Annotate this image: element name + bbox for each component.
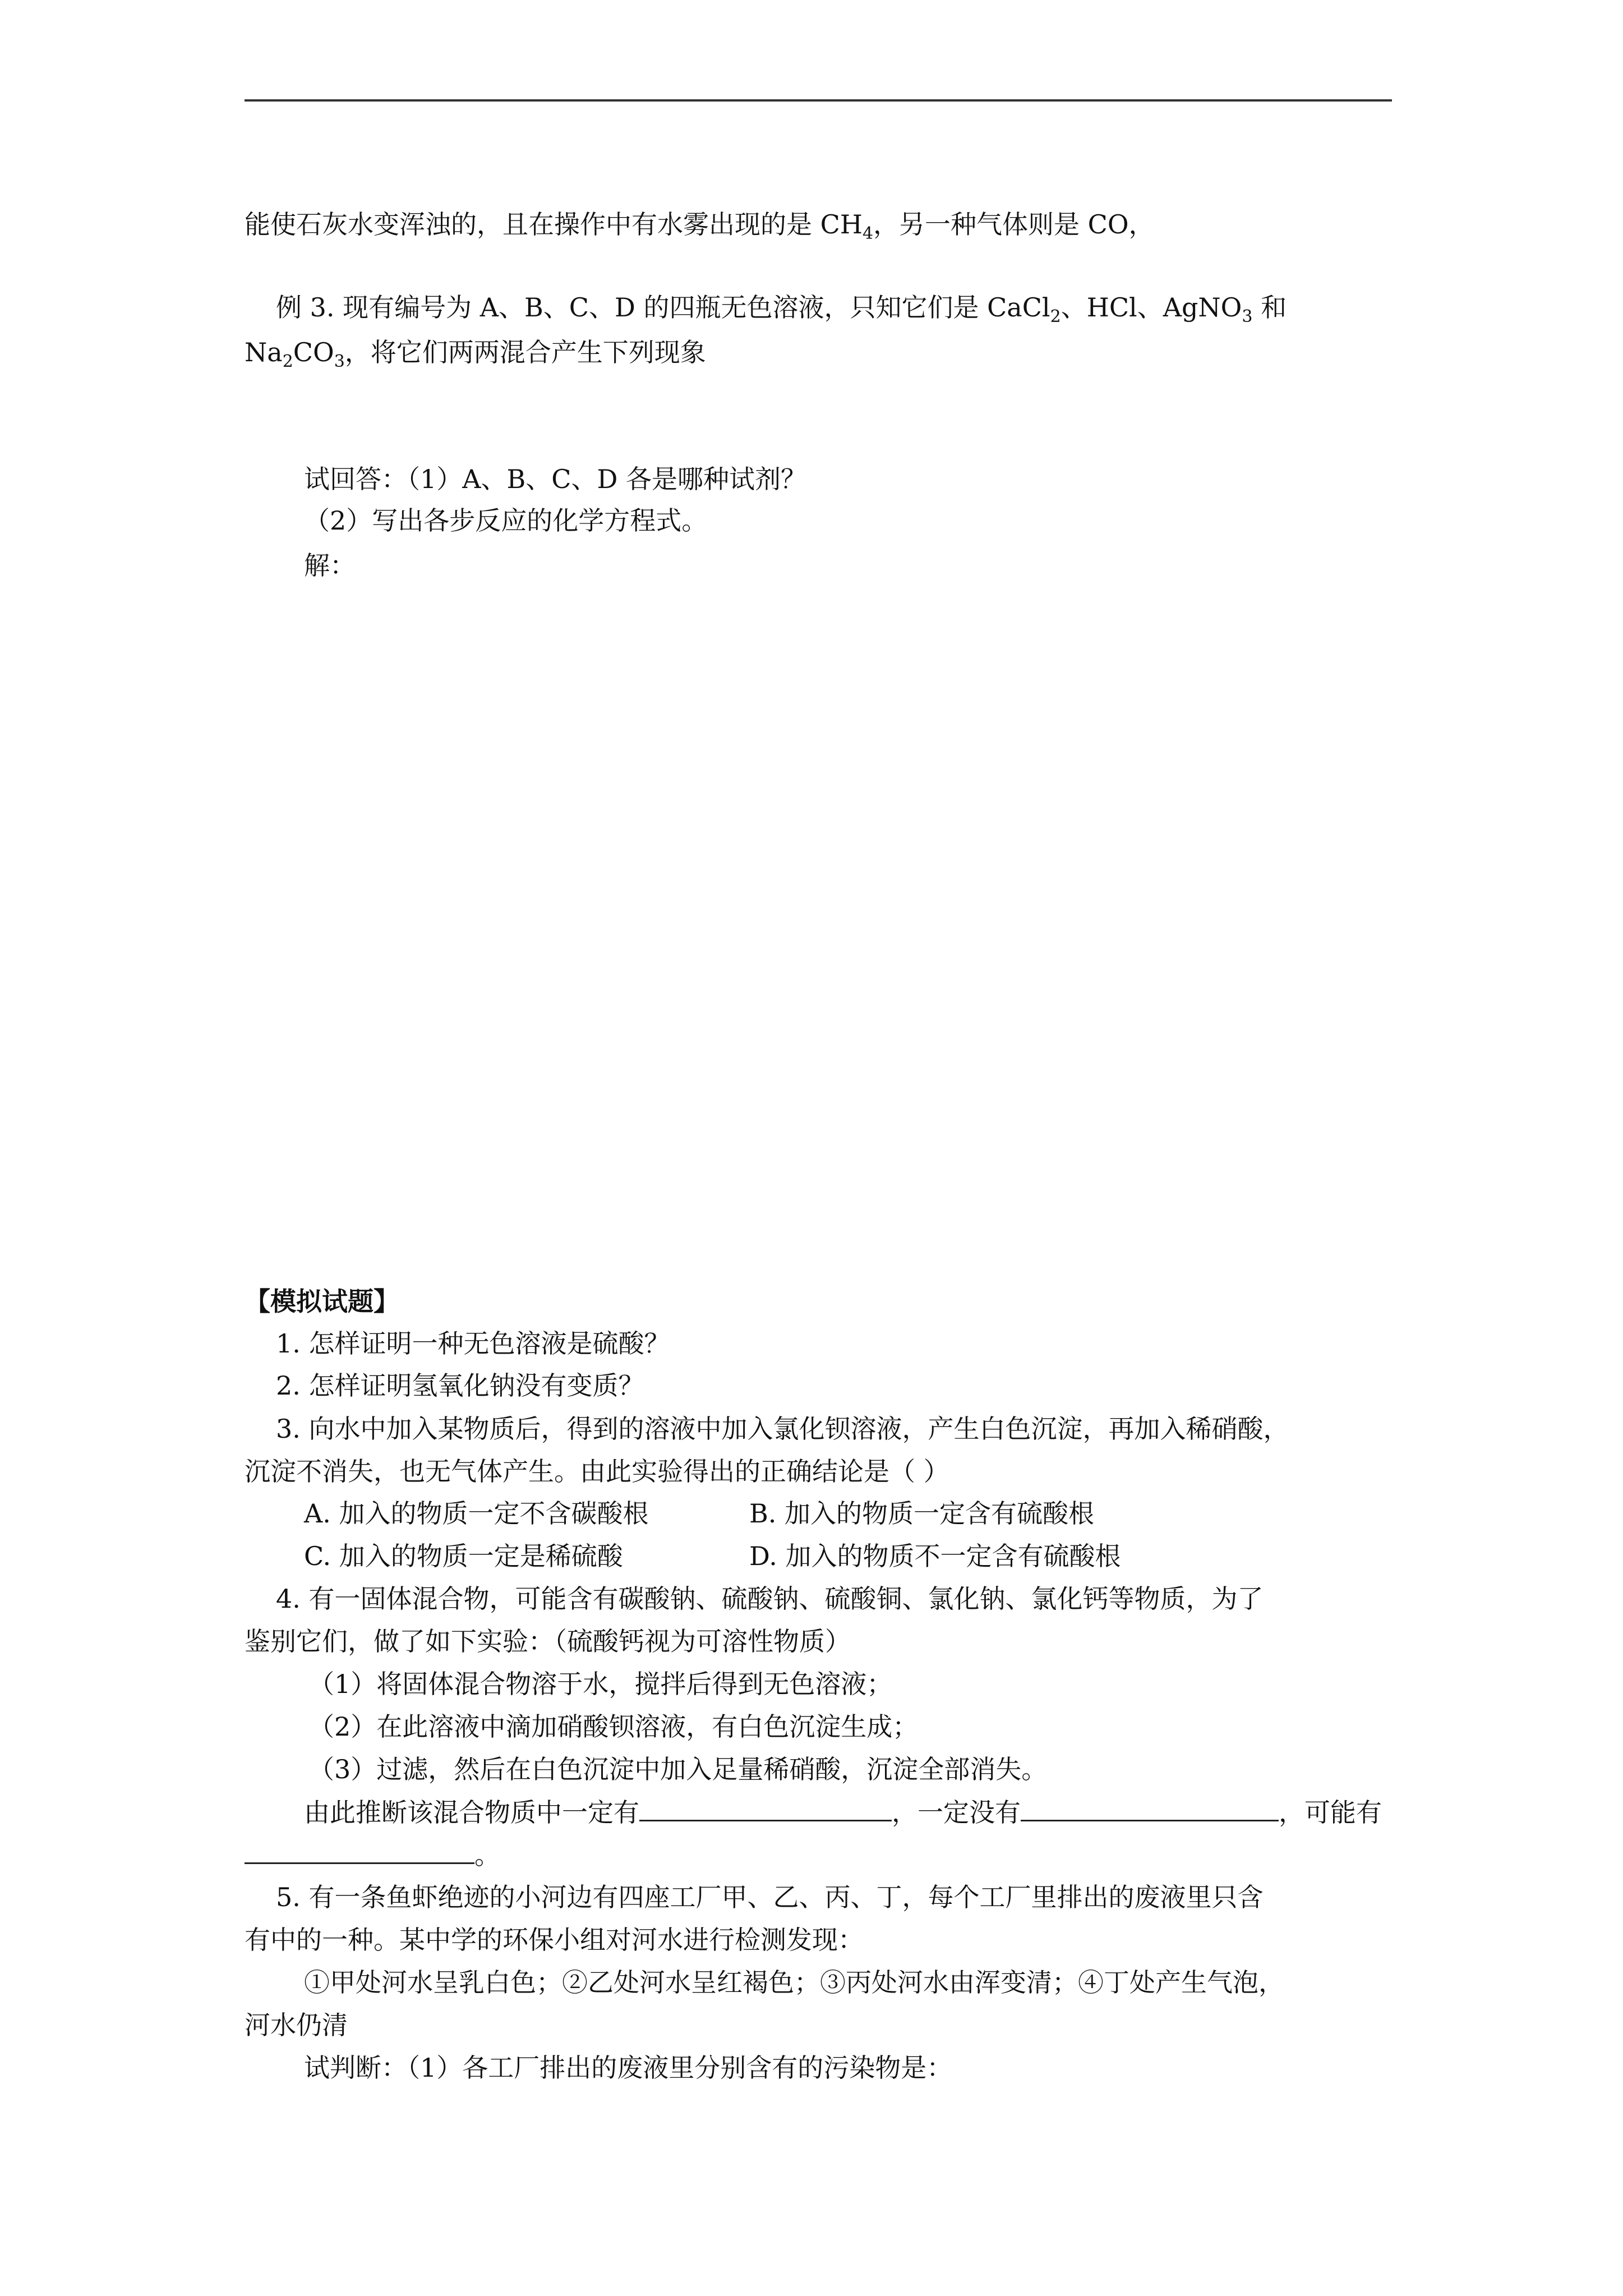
question-3-option-a: A. 加入的物质一定不含碳酸根 [304, 1498, 649, 1529]
example3-answer-label: 解： [304, 550, 356, 581]
question-4-conclusion-end: 。 [245, 1838, 500, 1872]
question-2: 2. 怎样证明氢氧化钠没有变质？ [276, 1370, 644, 1401]
intro-line: 能使石灰水变浑浊的，且在操作中有水雾出现的是 $CH_4$，另一种气体则是 CO， [245, 209, 1155, 243]
section-title: 【模拟试题】 [245, 1286, 399, 1317]
question-4-step-3: （3）过滤，然后在白色沉淀中加入足量稀硝酸，沉淀全部消失。 [308, 1754, 1048, 1784]
answer-blank[interactable] [639, 1795, 892, 1821]
question-4-line1: 4. 有一固体混合物，可能含有碳酸钠、硫酸钠、硫酸铜、氯化钠、氯化钙等物质，为了 [276, 1584, 1264, 1614]
question-4-step-2: （2）在此溶液中滴加硝酸钡溶液，有白色沉淀生成； [308, 1711, 919, 1742]
question-1: 1. 怎样证明一种无色溶液是硫酸？ [276, 1328, 670, 1359]
question-4-conclusion: 由此推断该混合物质中一定有 ，一定没有 ，可能有 [304, 1795, 1382, 1829]
answer-blank[interactable] [245, 1838, 474, 1864]
question-5-judge: 试判断：（1）各工厂排出的废液里分别含有的污染物是： [304, 2053, 953, 2083]
question-3-option-b: B. 加入的物质一定含有硫酸根 [749, 1498, 1095, 1529]
question-5-line1: 5. 有一条鱼虾绝迹的小河边有四座工厂甲、乙、丙、丁，每个工厂里排出的废液里只含 [276, 1882, 1264, 1912]
question-3-option-d: D. 加入的物质不一定含有硫酸根 [749, 1541, 1121, 1571]
question-5-line2: 有中的一种。某中学的环保小组对河水进行检测发现： [245, 1925, 864, 1955]
question-5-observation-line2: 河水仍清 [245, 2010, 348, 2040]
example3-question-1: 试回答：（1）A、B、C、D 各是哪种试剂？ [304, 464, 806, 494]
example3-question-2: （2）写出各步反应的化学方程式。 [304, 505, 708, 536]
question-5-observation-line1: ①甲处河水呈乳白色；②乙处河水呈红褐色；③丙处河水由浑变清；④丁处产生气泡， [304, 1967, 1284, 1998]
example3-line1: 例 3. 现有编号为 A、B、C、D 的四瓶无色溶液，只知它们是 CaCl$_2$、HCl、AgNO$_3$ 和 [276, 292, 1287, 326]
header-rule [245, 99, 1392, 102]
answer-blank[interactable] [1021, 1795, 1279, 1821]
example3-line2: $Na_2CO_3$，将它们两两混合产生下列现象 [245, 337, 706, 371]
question-3-line2: 沉淀不消失，也无气体产生。由此实验得出的正确结论是（ ） [245, 1456, 949, 1487]
question-4-line2: 鉴别它们，做了如下实验：（硫酸钙视为可溶性物质） [245, 1626, 851, 1657]
question-4-step-1: （1）将固体混合物溶于水，搅拌后得到无色溶液； [308, 1669, 893, 1699]
question-3-line1: 3. 向水中加入某物质后，得到的溶液中加入氯化钡溶液，产生白色沉淀，再加入稀硝酸， [276, 1414, 1289, 1444]
question-3-option-c: C. 加入的物质一定是稀硫酸 [304, 1541, 623, 1571]
